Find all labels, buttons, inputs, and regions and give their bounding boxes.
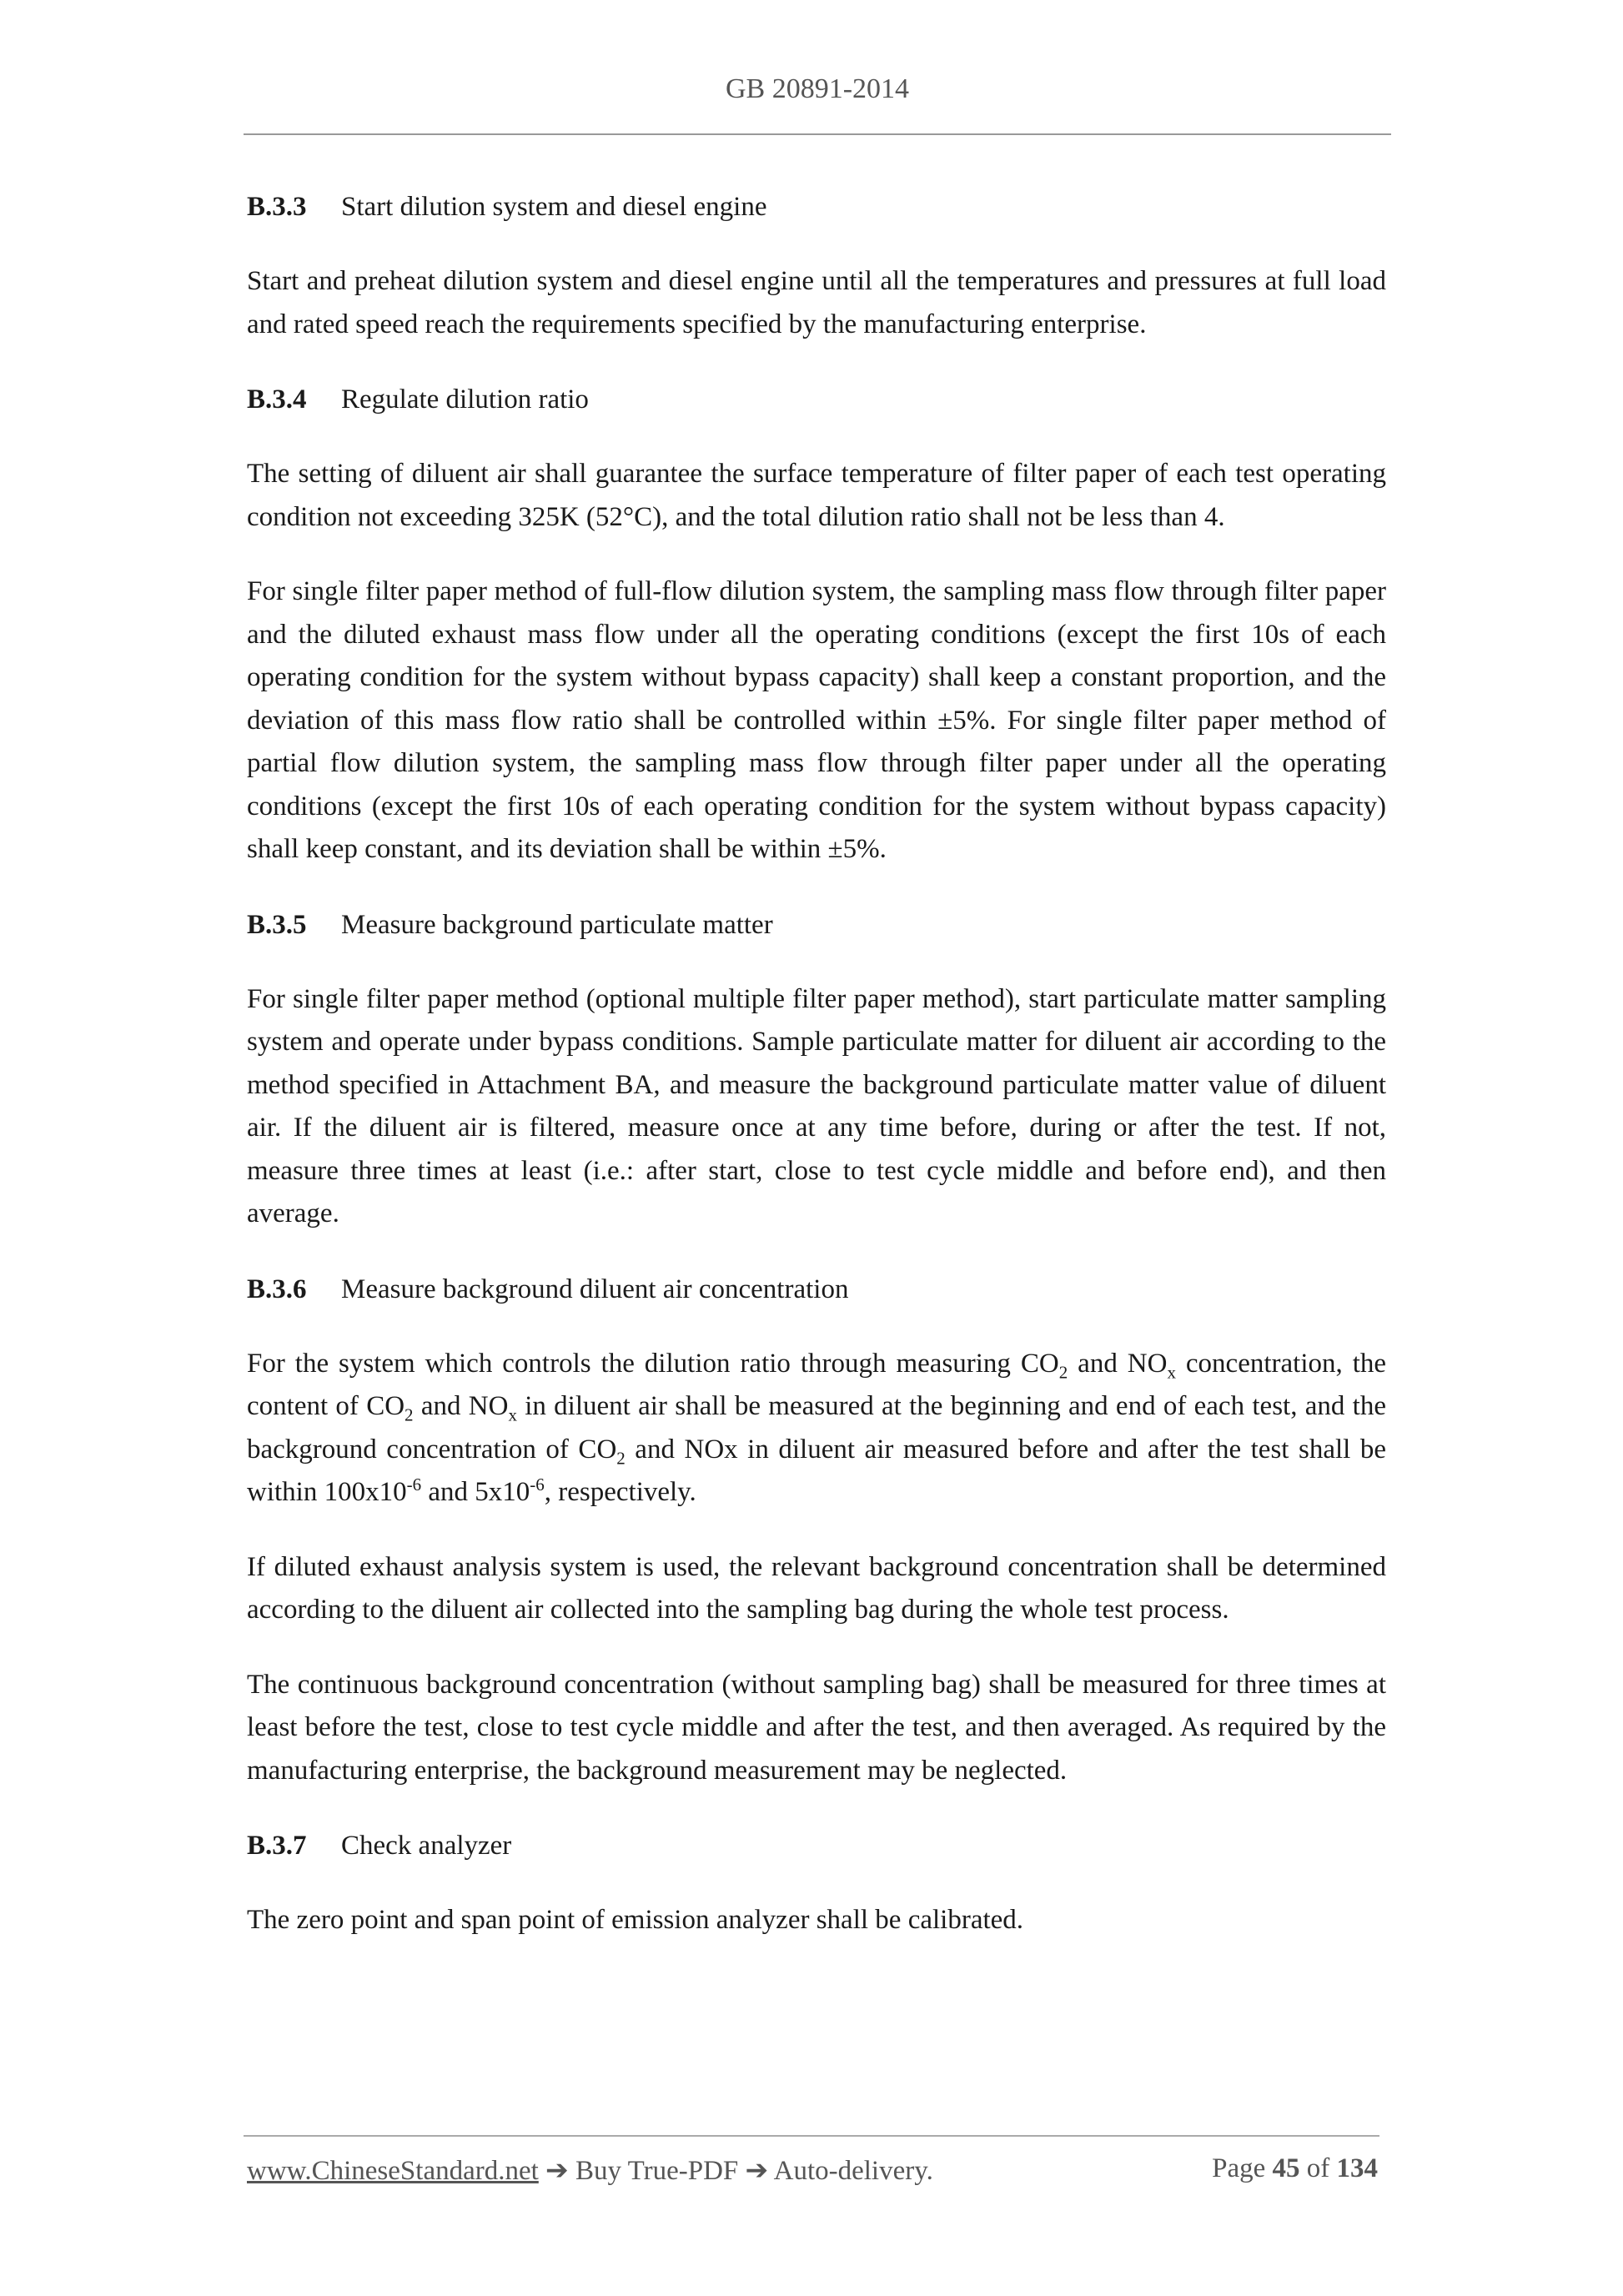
of-label: of <box>1306 2153 1330 2183</box>
page-label: Page <box>1212 2153 1266 2183</box>
paragraph: The setting of diluent air shall guarantee the surface temperature of filter paper of each test operating condition not exceeding 325K (52°C), and the total dilution ratio shall not be less than 4. <box>247 459 1386 532</box>
subscript: 2 <box>1058 1362 1068 1383</box>
section-number: B.3.7 <box>247 1831 307 1861</box>
text-run: For the system which controls the dilution ratio through measuring CO <box>247 1348 1059 1379</box>
text-run: and NO <box>413 1391 509 1421</box>
section-title: Regulate dilution ratio <box>341 384 589 414</box>
page-header <box>244 73 1391 105</box>
section-number: B.3.5 <box>247 909 307 940</box>
section-heading-b35 <box>247 903 1386 947</box>
text-run: , respectively. <box>544 1477 696 1507</box>
section-number: B.3.6 <box>247 1274 307 1304</box>
header-divider <box>244 133 1391 135</box>
footer-step-buy: Buy True-PDF <box>575 2156 739 2186</box>
paragraph: If diluted exhaust analysis system is used, the relevant background concentration shall be determined according to the diluent air collected into the sampling bag during the whole test process. <box>247 1551 1386 1625</box>
paragraph: The continuous background concentration (without sampling bag) shall be measured for three times at least before the test, close to test cycle middle and after the test, and then averaged. As required by the manufacturing enterprise, the background measurement may be neglected. <box>247 1669 1386 1786</box>
document-body <box>247 185 1386 1974</box>
page-number: 45 <box>1272 2153 1300 2183</box>
arrow-right-icon: ➔ <box>545 2156 569 2186</box>
section-number: B.3.4 <box>247 384 307 414</box>
section-title: Check analyzer <box>341 1831 512 1861</box>
section-title: Measure background diluent air concentration <box>341 1274 849 1304</box>
section-title: Start dilution system and diesel engine <box>341 192 767 222</box>
page-footer <box>247 2153 1378 2187</box>
total-pages: 134 <box>1336 2153 1378 2183</box>
section-title: Measure background particulate matter <box>341 909 773 940</box>
paragraph: For single filter paper method of full-flow dilution system, the sampling mass flow through filter paper and the diluted exhaust mass flow under all the operating conditions (except the first 10s of each operating condition for the system without bypass capacity) shall keep a constant proportion, and the deviation of this mass flow ratio shall be controlled within ±5%. For single filter paper method of partial flow dilution system, the sampling mass flow through filter paper under all the operating conditions (except the first 10s of each operating condition for the system without bypass capacity) shall keep constant, and its deviation shall be within ±5%. <box>247 576 1386 864</box>
section-heading-b34 <box>247 378 1386 421</box>
section-number: B.3.3 <box>247 192 307 222</box>
paragraph: For single filter paper method (optional multiple filter paper method), start particulate matter sampling system and operate under bypass conditions. Sample particulate matter for diluent air according to the method specified in Attachment BA, and measure the background particulate matter value of diluent air. If the diluent air is filtered, measure once at any time before, during or after the test. If not, measure three times at least (i.e.: after start, close to test cycle middle and before end), and then average. <box>247 983 1386 1228</box>
text-run: and NOx in diluent air measured before and after the test shall be within 100x10 <box>247 1434 1386 1507</box>
paragraph: Start and preheat dilution system and diesel engine until all the temperatures and pressures at full load and rated speed reach the requirements specified by the manufacturing enterprise. <box>247 266 1386 339</box>
subscript: x <box>508 1404 517 1425</box>
subscript: x <box>1167 1362 1176 1383</box>
chinesestandard-link[interactable]: www.ChineseStandard.net <box>247 2156 539 2186</box>
text-run: and NO <box>1068 1348 1168 1379</box>
subscript: 2 <box>404 1404 414 1425</box>
paragraph: The zero point and span point of emission analyzer shall be calibrated. <box>247 1905 1024 1935</box>
footer-divider <box>244 2135 1379 2137</box>
section-heading-b36 <box>247 1268 1386 1311</box>
paragraph-co2-nox <box>247 1343 1386 1515</box>
page-indicator <box>1212 2153 1378 2187</box>
section-heading-b33 <box>247 185 1386 229</box>
section-heading-b37 <box>247 1824 1386 1867</box>
text-run: and 5x10 <box>421 1477 530 1507</box>
footer-step-delivery: Auto-delivery. <box>773 2156 933 2186</box>
text-run: in diluent air shall be measured at the beginning and end of each test, and the background concentration of CO <box>247 1391 1386 1465</box>
text-run: concentration, the content of CO <box>247 1348 1387 1421</box>
document-code: GB 20891-2014 <box>725 73 910 104</box>
subscript: 2 <box>616 1448 626 1469</box>
superscript: -6 <box>530 1475 545 1495</box>
footer-promo <box>247 2153 933 2187</box>
superscript: -6 <box>406 1475 422 1495</box>
arrow-right-icon: ➔ <box>745 2156 769 2186</box>
